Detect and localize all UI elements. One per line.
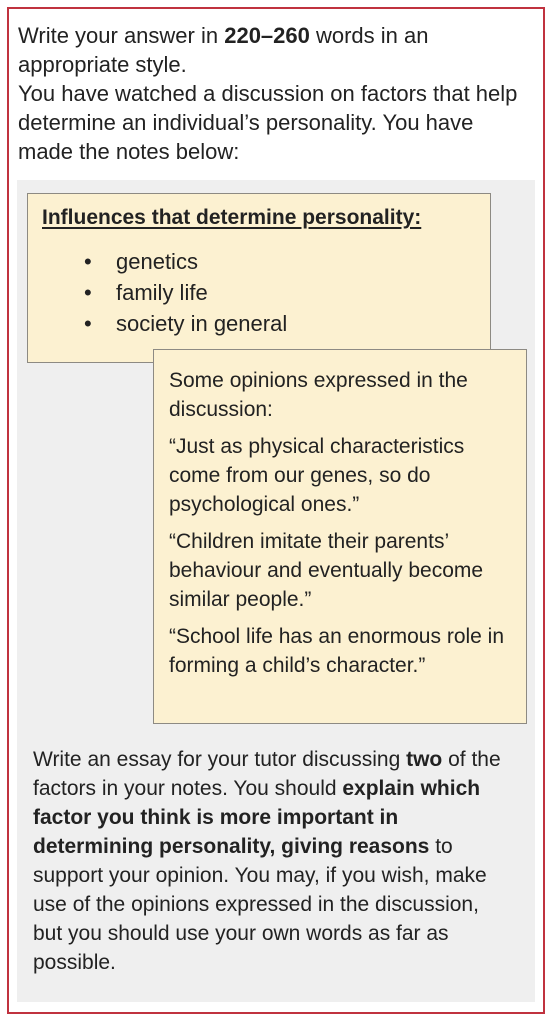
task-part-4: explain which factor you think is more important in determining personality, giving reasons bbox=[33, 777, 481, 858]
task-part-1: Write an essay for your tutor discussing bbox=[33, 748, 407, 771]
opinions-box bbox=[153, 349, 527, 724]
opinion-quote-genes: “Just as physical characteristics come from our genes, so do psychological ones.” bbox=[169, 435, 465, 516]
notes-item-label: society in general bbox=[116, 311, 288, 336]
essay-task bbox=[33, 745, 513, 977]
notes-heading: Influences that determine personality: bbox=[42, 206, 422, 229]
notes-list bbox=[28, 246, 287, 339]
notes-item-genetics bbox=[28, 246, 287, 277]
word-count-instruction bbox=[18, 21, 528, 79]
notes-item-label: genetics bbox=[116, 249, 198, 274]
bullet-icon: • bbox=[84, 311, 92, 336]
task-part-5: to support your opinion. You may, if you wish, make use of the opinions expressed in the discussion, but you should use your own words as far as possible. bbox=[33, 835, 487, 974]
instructions-intro bbox=[18, 21, 528, 166]
task-part-2: two bbox=[406, 748, 443, 771]
task-part-3: of the factors in your notes. You should bbox=[33, 748, 501, 800]
word-count-suffix: words in an appropriate style. bbox=[18, 23, 429, 77]
opinion-quote-school: “School life has an enormous role in forming a child’s character.” bbox=[169, 625, 505, 677]
notes-item-label: family life bbox=[116, 280, 208, 305]
bullet-icon: • bbox=[84, 280, 92, 305]
word-count-prefix: Write your answer in bbox=[18, 23, 225, 48]
notes-item-society bbox=[28, 308, 287, 339]
opinions-content bbox=[169, 366, 519, 688]
essay-task-text bbox=[33, 745, 513, 977]
opinion-quote-parents: “Children imitate their parents’ behaviour and eventually become similar people.” bbox=[169, 530, 484, 611]
word-count-range: 220–260 bbox=[224, 23, 310, 48]
notes-box bbox=[27, 193, 491, 363]
context-instruction: You have watched a discussion on factors that help determine an individual’s personality. You have made the notes below: bbox=[18, 81, 518, 164]
notes-item-family-life bbox=[28, 277, 287, 308]
opinions-intro: Some opinions expressed in the discussion: bbox=[169, 369, 468, 421]
bullet-icon: • bbox=[84, 249, 92, 274]
